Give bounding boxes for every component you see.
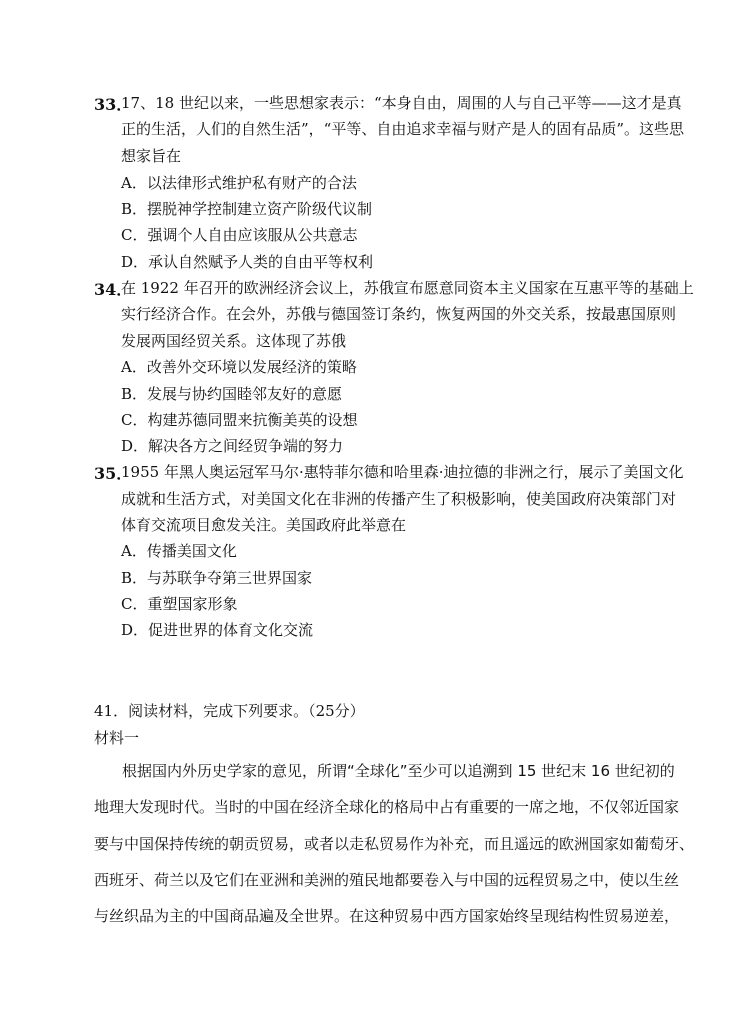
question-stem-line: 正的生活，人们的自然生活”，“平等、自由追求幸福与财产是人的固有品质”。这些思 — [121, 120, 685, 138]
material-paragraph-line: 要与中国保持传统的朝贡贸易，或者以走私贸易作为补充，而且遥远的欧洲国家如葡萄牙、 — [94, 835, 695, 853]
option-c: C．强调个人自由应该服从公共意志 — [121, 226, 358, 244]
option-a: A．传播美国文化 — [121, 542, 237, 560]
option-a: A．改善外交环境以发展经济的策略 — [121, 358, 357, 376]
material-paragraph-line: 西班牙、荷兰以及它们在亚洲和美洲的殖民地都要卷入与中国的远程贸易之中，使以生丝 — [94, 871, 680, 889]
question-41-title: 41．阅读材料，完成下列要求。（25分） — [94, 702, 365, 720]
option-c: C．重塑国家形象 — [121, 595, 238, 613]
material-paragraph-line: 根据国内外历史学家的意见，所谓“全球化”至少可以追溯到 15 世纪末 16 世纪初的 — [122, 762, 675, 780]
question-stem-line: 体育交流项目愈发关注。美国政府此举意在 — [121, 516, 407, 534]
material-paragraph-line: 与丝织品为主的中国商品遍及全世界。在这种贸易中西方国家始终呈现结构性贸易逆差， — [94, 907, 680, 925]
option-d: D．承认自然赋予人类的自由平等权利 — [121, 253, 374, 271]
option-d: D．解决各方之间经贸争端的努力 — [121, 437, 344, 455]
option-b: B．发展与协约国睦邻友好的意愿 — [121, 385, 343, 403]
option-b: B．摆脱神学控制建立资产阶级代议制 — [121, 200, 373, 218]
question-stem-line: 发展两国经贸关系。这体现了苏俄 — [121, 332, 347, 350]
option-d: D．促进世界的体育文化交流 — [121, 621, 314, 639]
question-stem-line: 1955 年黑人奥运冠军马尔·惠特菲尔德和哈里森·迪拉德的非洲之行，展示了美国文化 — [121, 463, 684, 481]
question-stem-line: 在 1922 年召开的欧洲经济会议上，苏俄宣布愿意同资本主义国家在互惠平等的基础上 — [121, 279, 694, 297]
question-stem-line: 17、18 世纪以来，一些思想家表示：“本身自由，周围的人与自己平等——这才是真 — [121, 94, 682, 112]
option-c: C．构建苏德同盟来抗衡美英的设想 — [121, 411, 358, 429]
material-paragraph-line: 地理大发现时代。当时的中国在经济全球化的格局中占有重要的一席之地，不仅邻近国家 — [94, 798, 680, 816]
option-a: A．以法律形式维护私有财产的合法 — [121, 174, 357, 192]
question-stem-line: 成就和生活方式，对美国文化在非洲的传播产生了积极影响，使美国政府决策部门对 — [121, 490, 677, 508]
option-b: B．与苏联争夺第三世界国家 — [121, 569, 313, 587]
material-label: 材料一 — [94, 729, 140, 747]
question-number: 35． — [94, 464, 133, 483]
question-number: 33． — [94, 95, 133, 114]
question-stem-line: 想家旨在 — [121, 147, 182, 165]
question-stem-line: 实行经济合作。在会外，苏俄与德国签订条约，恢复两国的外交关系，按最惠国原则 — [121, 305, 677, 323]
question-number: 34． — [94, 280, 133, 299]
